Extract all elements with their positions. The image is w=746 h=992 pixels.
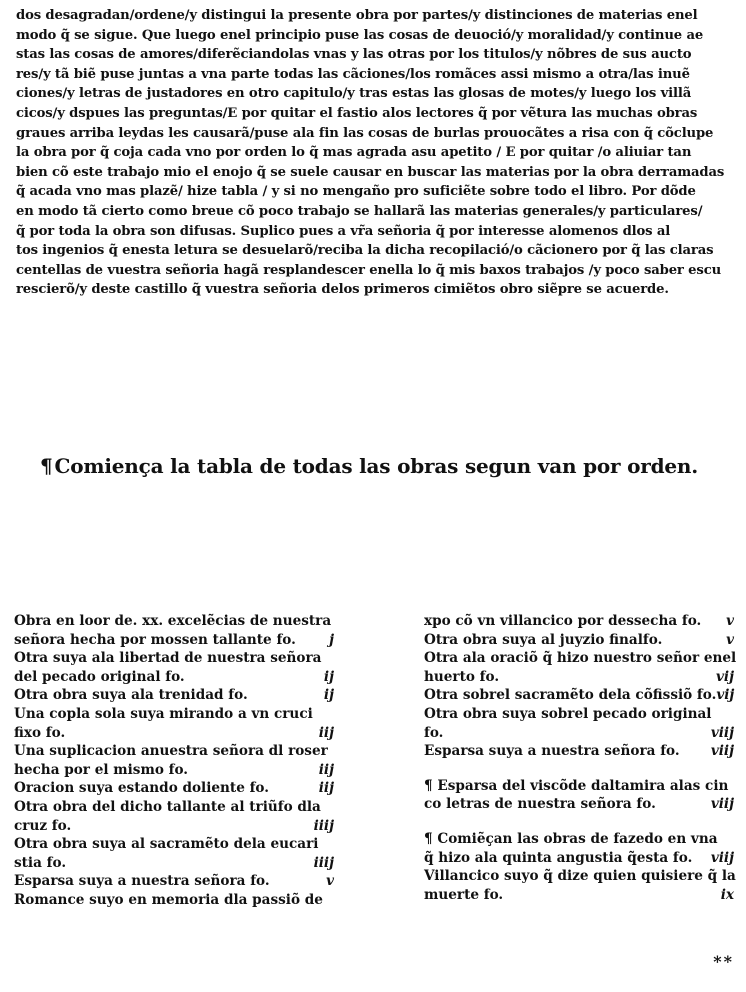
intro-line: rescierõ/y deste castillo q̃ vuestra señoria delos primeros cimiẽtos obro siẽpre se acuerde. <box>16 282 669 298</box>
intro-line: la obra por q̃ coja cada vno por orden lo q̃ mas agrada asu apetito / E por quitar /o aliuiar tan <box>16 145 692 161</box>
folio-number: v <box>326 873 334 890</box>
toc-entry-line: Otra obra del dicho tallante al triũfo dla <box>14 798 321 815</box>
toc-left-column <box>14 612 340 910</box>
toc-entry <box>424 867 740 886</box>
toc-entry-last-row <box>14 891 340 910</box>
toc-entry <box>14 891 340 910</box>
toc-entry-last-row <box>14 779 340 798</box>
toc-entry <box>424 686 740 705</box>
folio-number: ij <box>323 668 334 685</box>
intro-line: cicos/y dspues las preguntas/E por quitar el fastio alos lectores q̃ por vẽtura las muchas obras <box>16 105 698 121</box>
toc-entry <box>14 798 340 835</box>
toc-entry-last-row <box>14 872 340 891</box>
toc-entry-title: q̃ hizo ala quinta angustia q̃esta fo. <box>424 849 693 866</box>
folio-number: ij <box>323 687 334 704</box>
toc-entry-title: Esparsa suya a nuestra señora fo. <box>14 873 270 890</box>
ending-ornament: ** <box>713 952 734 971</box>
toc-entry-title: hecha por el mismo fo. <box>14 761 189 778</box>
folio-number: v <box>726 631 734 648</box>
folio-number: viij <box>710 849 734 866</box>
toc-entry-line: ¶ Esparsa del viscõde daltamira alas cin <box>424 777 729 794</box>
toc-entry-last-row <box>424 867 740 886</box>
intro-line: graues arriba leydas les causarã/puse ala fin las cosas de burlas prouocãtes a risa con q̃ cõclupe <box>16 125 714 141</box>
folio-number: viij <box>710 724 734 741</box>
toc-entry-title: xpo cõ vn villancico por dessecha fo. <box>424 613 702 629</box>
toc-entry <box>14 779 340 798</box>
toc-entry-title: stia fo. <box>14 854 67 871</box>
toc-entry-last-row <box>424 612 740 631</box>
folio-number: iiij <box>313 854 334 871</box>
folio-number: vij <box>716 687 735 704</box>
toc-entry-last-row <box>14 668 340 687</box>
toc-entry-title: co letras de nuestra señora fo. <box>424 796 656 813</box>
toc-entry-last-row <box>424 668 740 687</box>
toc-entry <box>14 872 340 891</box>
toc-entry <box>14 686 340 705</box>
intro-line: dos desagradan/ordene/y distingui la presente obra por partes/y distinciones de materias enel <box>16 8 698 23</box>
toc-entry <box>14 705 340 742</box>
toc-entry-last-row <box>424 795 740 814</box>
toc-entry-line: Una copla sola suya mirando a vn cruci <box>14 705 313 722</box>
intro-paragraph <box>16 6 732 300</box>
toc-entry-title: Romance suyo en memoria dla passiõ de <box>14 891 323 908</box>
toc-entry-line: Obra en loor de. xx. excelẽcias de nuestra <box>14 613 332 629</box>
toc-entry-last-row <box>14 854 340 873</box>
toc-entry <box>424 705 740 742</box>
toc-entry-line: Otra suya ala libertad de nuestra señora <box>14 650 322 667</box>
toc-entry <box>424 742 740 761</box>
folio-number: ix <box>720 886 734 903</box>
toc-entry <box>424 886 740 905</box>
toc-entry-line: ¶ Comiẽçan las obras de fazedo en vna <box>424 830 718 847</box>
toc-entry <box>424 612 740 631</box>
toc-entry-line: Una suplicacion anuestra señora dl roser <box>14 743 328 760</box>
toc-entry-line: Otra ala oraciõ q̃ hizo nuestro señor enel <box>424 650 737 667</box>
toc-entry-title: Otra obra suya al juyzio finalfo. <box>424 631 663 648</box>
toc-entry <box>424 649 740 686</box>
folio-number: viij <box>710 743 734 760</box>
folio-number: iij <box>318 761 334 778</box>
toc-entry-title: fo. <box>424 724 444 741</box>
toc-entry-last-row <box>424 686 740 705</box>
section-heading <box>40 452 720 480</box>
toc-entry <box>424 777 740 814</box>
folio-number: iij <box>318 780 334 797</box>
toc-entry-last-row <box>424 724 740 743</box>
folio-number: j <box>329 631 334 648</box>
heading-text: Comiença la tabla de todas las obras segun van por orden. <box>54 454 698 478</box>
toc-entry-title: Otra sobrel sacramẽto dela cõfissiõ fo. <box>424 687 717 704</box>
folio-number: v <box>726 613 734 629</box>
toc-entry-last-row <box>424 886 740 905</box>
toc-entry-last-row <box>14 724 340 743</box>
folio-number: viij <box>710 796 734 813</box>
intro-line: q̃ por toda la obra son difusas. Suplico pues a vr̃a señoria q̃ por interesse alomenos dlos al <box>16 223 671 239</box>
toc-entry-line: Otra obra suya al sacramẽto dela eucari <box>14 836 319 853</box>
toc-entry <box>14 835 340 872</box>
toc-entry <box>424 631 740 650</box>
intro-line: q̃ acada vno mas plazẽ/ hize tabla / y si no mengaño pro suficiẽte sobre todo el libro. Por dõde <box>16 184 696 200</box>
toc-right-column <box>424 612 740 904</box>
toc-entry-last-row <box>14 686 340 705</box>
toc-entry-title: Oracion suya estando doliente fo. <box>14 780 269 797</box>
toc-entry-last-row <box>14 631 340 650</box>
intro-line: en modo tã cierto como breue cõ poco trabajo se hallarã las materias generales/y particulares/ <box>16 203 703 219</box>
toc-entry <box>14 742 340 779</box>
toc-entry-title: fixo fo. <box>14 724 66 741</box>
toc-entry-title: señora hecha por mossen tallante fo. <box>14 631 296 648</box>
toc-entry-last-row <box>424 849 740 868</box>
folio-number: iiij <box>313 817 334 834</box>
toc-entry-line: Otra obra suya sobrel pecado original <box>424 705 712 722</box>
intro-line: stas las cosas de amores/diferẽciandolas vnas y las otras por los titulos/y nõbres de sus aucto <box>16 47 692 63</box>
folio-number: vij <box>716 668 734 685</box>
toc-entry <box>14 649 340 686</box>
toc-entry-last-row <box>424 742 740 761</box>
intro-line: tos ingenios q̃ enesta letura se desuelarõ/reciba la dicha recopilació/o cãcionero por q̃ las claras <box>16 243 714 259</box>
intro-line: res/y tã biẽ puse juntas a vna parte todas las cãciones/los romãces assi mismo a otra/las inuẽ <box>16 66 690 82</box>
toc-entry-title: Villancico suyo q̃ dize quien quisiere q̃ la <box>424 868 736 885</box>
toc-entry-title: del pecado original fo. <box>14 668 185 685</box>
toc-entry <box>424 830 740 867</box>
toc-entry <box>14 612 340 649</box>
toc-entry-last-row <box>424 631 740 650</box>
toc-entry-last-row <box>14 817 340 836</box>
intro-line: centellas de vuestra señoria hagã resplandescer enella lo q̃ mis baxos trabajos /y poco saber escu <box>16 262 722 278</box>
toc-entry-title: Otra obra suya ala trenidad fo. <box>14 687 248 704</box>
folio-number: iij <box>318 724 334 741</box>
intro-line: bien cõ este trabajo mio el enojo q̃ se suele causar en buscar las materias por la obra derramadas <box>16 164 725 180</box>
entry-spacer <box>424 761 740 777</box>
toc-entry-title: muerte fo. <box>424 886 504 903</box>
toc-entry-title: Esparsa suya a nuestra señora fo. <box>424 743 680 760</box>
toc-entry-title: huerto fo. <box>424 668 500 685</box>
intro-line: modo q̃ se sigue. Que luego enel principio puse las cosas de deuoció/y moralidad/y continue ae <box>16 27 704 43</box>
toc-entry-last-row <box>14 761 340 780</box>
pilcrow-mark: ¶ <box>40 454 53 478</box>
toc-entry-title: cruz fo. <box>14 817 72 834</box>
intro-line: ciones/y letras de justadores en otro capitulo/y tras estas las glosas de motes/y luego los villã <box>16 86 692 102</box>
entry-spacer <box>424 814 740 830</box>
